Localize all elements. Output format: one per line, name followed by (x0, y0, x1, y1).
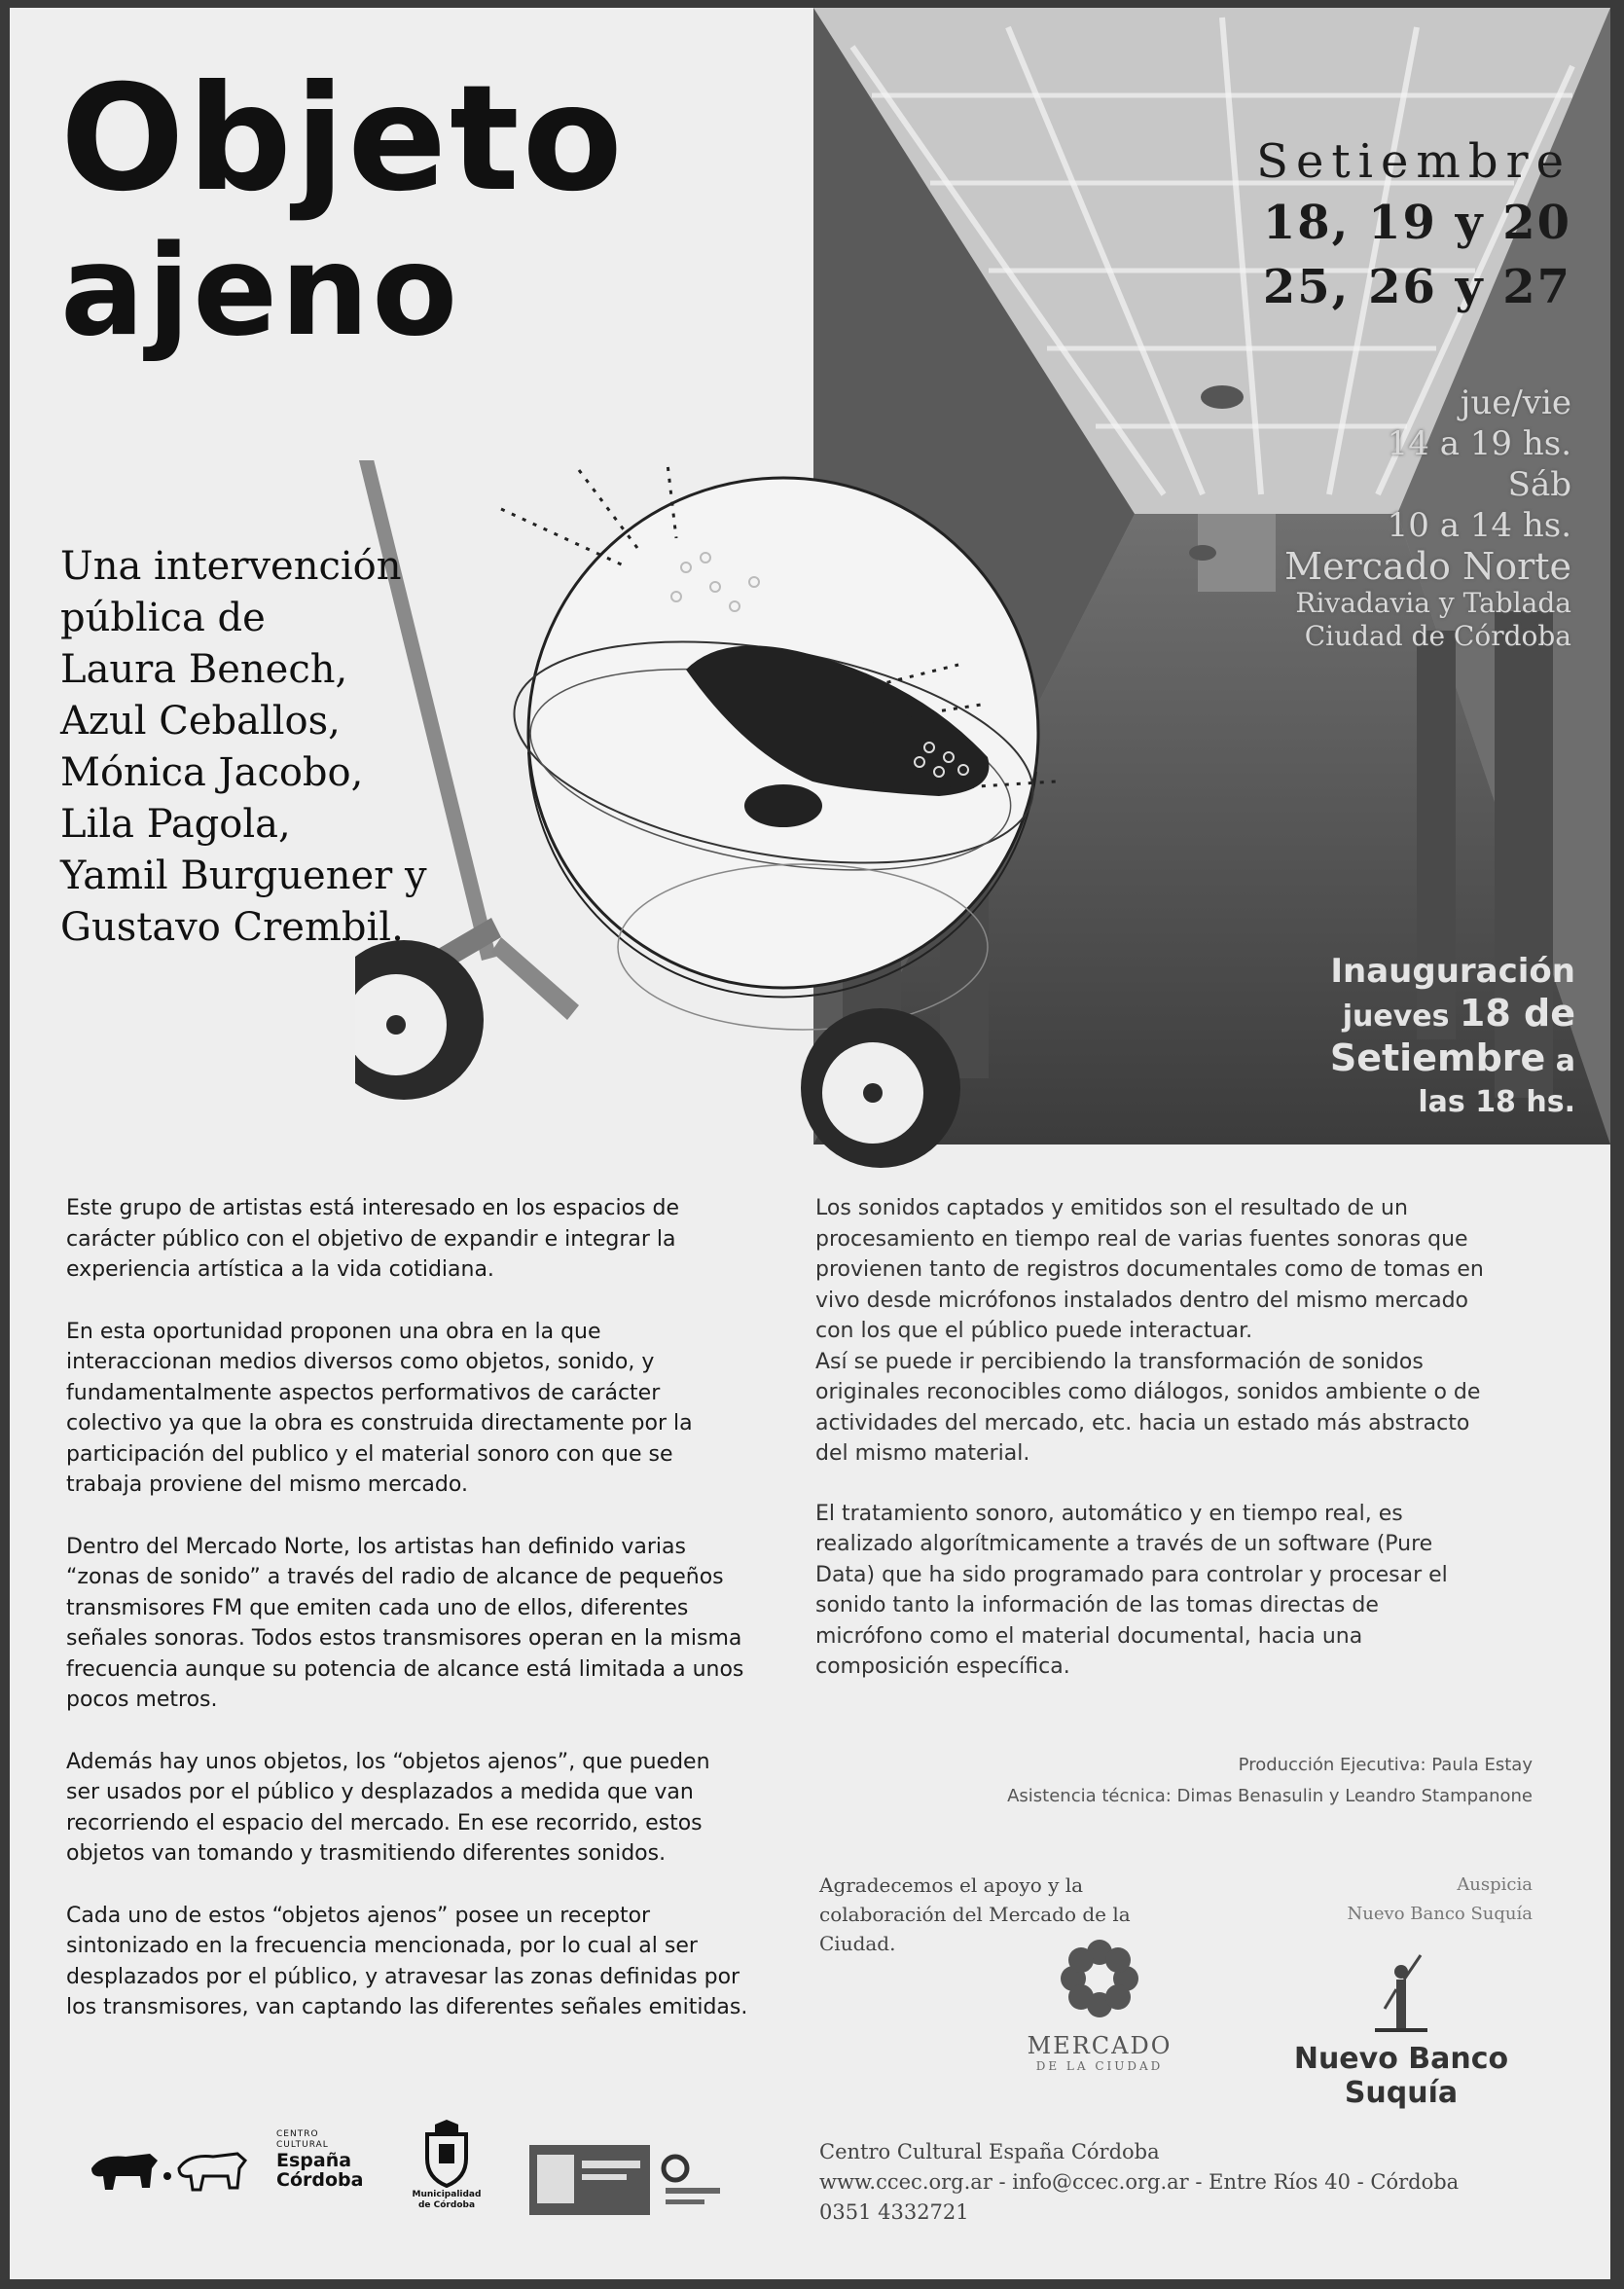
inauguration-heading: Inauguración (1330, 952, 1575, 991)
muni-logo (403, 2190, 490, 2211)
intro-line: pública de (60, 596, 266, 640)
dates-days-1: 18, 19 y 20 (1262, 196, 1571, 250)
sponsor-text: Auspicia Nuevo Banco Suquía (1347, 1874, 1533, 1924)
inauguration-day-prefix: jueves (1342, 999, 1450, 1034)
inauguration-month: Setiembre (1329, 1036, 1546, 1079)
left-paragraph: Este grupo de artistas está interesado en los espacios de carácter público con el objetivo de expandir e integrar la experiencia artística a la vida cotidiana. (66, 1196, 680, 1282)
left-column (66, 1193, 815, 2054)
hours-line-2: 14 a 19 hs. (1387, 424, 1571, 463)
intro-text (60, 541, 508, 954)
ccec-logo (276, 2129, 363, 2190)
dates-block (1256, 132, 1571, 319)
venue-address-1: Rivadavia y Tablada (1295, 587, 1571, 619)
hours-block (1284, 382, 1571, 653)
contact-org: Centro Cultural España Córdoba (819, 2140, 1160, 2163)
hours-line-4: 10 a 14 hs. (1387, 506, 1571, 545)
statue-icon (1367, 1950, 1435, 2038)
left-paragraph: Además hay unos objetos, los “objetos ajenos”, que pueden ser usados por el público y desplazados a medida que van recorriendo el espacio del mercado. En ese recorrido, estos objetos van tomando y trasmitiendo diferentes sonidos. (66, 1749, 710, 1866)
hours-line-3: Sáb (1507, 465, 1571, 504)
intro-line: Lila Pagola, (60, 802, 291, 847)
contact-web-email-address: www.ccec.org.ar - info@ccec.org.ar - Entre Ríos 40 - Córdoba (819, 2170, 1460, 2194)
right-paragraph: Los sonidos captados y emitidos son el resultado de un procesamiento en tiempo real de varias fuentes sonoras que provienen tanto de registros documentales como de tomas en vivo desde micrófonos instalados dentro del mismo mercado con los que el público puede interactuar. Así se puede ir percibiendo la transformación de sonidos originales reconocibles como diálogos, sonidos ambiente o de actividades del mercado, etc. hacia un estado más abstracto del mismo material. (815, 1196, 1484, 1466)
government-logo-icon (529, 2145, 734, 2215)
municipal-crest-icon (417, 2120, 476, 2188)
title-line-2: ajeno (60, 219, 461, 364)
banco-logo-name: Nuevo Banco Suquía (1293, 2042, 1509, 2110)
bull-logo-icon (82, 2139, 267, 2207)
credits (1007, 1750, 1533, 1812)
muni-line-2: de Córdoba (417, 2200, 476, 2210)
inauguration-month-suffix: a (1555, 1044, 1575, 1078)
credit-production: Producción Ejecutiva: Paula Estay (1238, 1755, 1533, 1775)
muni-line-1: Municipalidad (412, 2190, 482, 2199)
intro-line: Laura Benech, (60, 647, 348, 692)
left-paragraph: Dentro del Mercado Norte, los artistas han definido varias “zonas de sonido” a través del radio de alcance de pequeños transmisores FM que emiten cada uno de ellos, diferentes señales sonoras. Todos estos transmisores operan en la misma frecuencia aunque su potencia de alcance está limitada a unos pocos metros. (66, 1534, 744, 1712)
intro-line: Yamil Burguener y (60, 854, 427, 898)
thanks-text: Agradecemos el apoyo y la colaboración del Mercado de la Ciudad. (819, 1873, 1131, 1955)
hours-line-1: jue/vie (1460, 383, 1571, 422)
ccec-name-1: España (276, 2150, 352, 2171)
ccec-small-2: CULTURAL (276, 2140, 329, 2150)
poster (10, 8, 1610, 2279)
inauguration-day: 18 de (1459, 992, 1575, 1035)
credit-technical: Asistencia técnica: Dimas Benasulin y Leandro Stampanone (1007, 1786, 1533, 1806)
title-line-1: Objeto (60, 54, 626, 224)
right-column (815, 1193, 1535, 1712)
dates-month: Setiembre (1256, 134, 1571, 189)
venue-name: Mercado Norte (1284, 545, 1571, 588)
intro-line: Gustavo Crembil. (60, 905, 404, 950)
intro-line: Mónica Jacobo, (60, 750, 364, 795)
dates-days-2: 25, 26 y 27 (1262, 260, 1571, 314)
banco-logo (1255, 1950, 1547, 2110)
inauguration-time: las 18 hs. (1418, 1085, 1575, 1119)
sponsor-logos (82, 2120, 763, 2227)
venue-address-2: Ciudad de Córdoba (1304, 620, 1571, 652)
intro-line: Azul Ceballos, (60, 699, 341, 744)
mercado-logo-subtitle: DE LA CIUDAD (1035, 2059, 1164, 2073)
mercado-logo (1012, 1935, 1187, 2073)
ccec-name-2: Córdoba (276, 2169, 364, 2191)
left-paragraph: En esta oportunidad proponen una obra en la que interaccionan medios diversos como objetos, sonido, y fundamentalmente aspectos performativos de carácter colectivo ya que la obra es construida directamente por la participación del publico y el material sonoro con que se trabaja proviene del mismo mercado. (66, 1319, 693, 1497)
intro-line: Una intervención (60, 544, 402, 589)
poster-title (60, 54, 626, 364)
inauguration-block (1330, 950, 1575, 1123)
contact-info (819, 2137, 1459, 2228)
contact-phone: 0351 4332721 (819, 2200, 969, 2224)
flower-icon (1056, 1935, 1143, 2022)
ccec-small-1: CENTRO (276, 2129, 319, 2139)
left-paragraph: Cada uno de estos “objetos ajenos” posee un receptor sintonizado en la frecuencia mencionada, por lo cual al ser desplazados por el público, y atravesar las zonas definidas por los transmisores, van captando las diferentes señales emitidas. (66, 1903, 748, 2019)
mercado-logo-title: MERCADO (1027, 2032, 1173, 2059)
right-paragraph: El tratamiento sonoro, automático y en tiempo real, es realizado algorítmicamente a través de un software (Pure Data) que ha sido programado para controlar y procesar el sonido tanto la información de las tomas directas de micrófono como el material documental, hacia una composición específica. (815, 1501, 1448, 1679)
